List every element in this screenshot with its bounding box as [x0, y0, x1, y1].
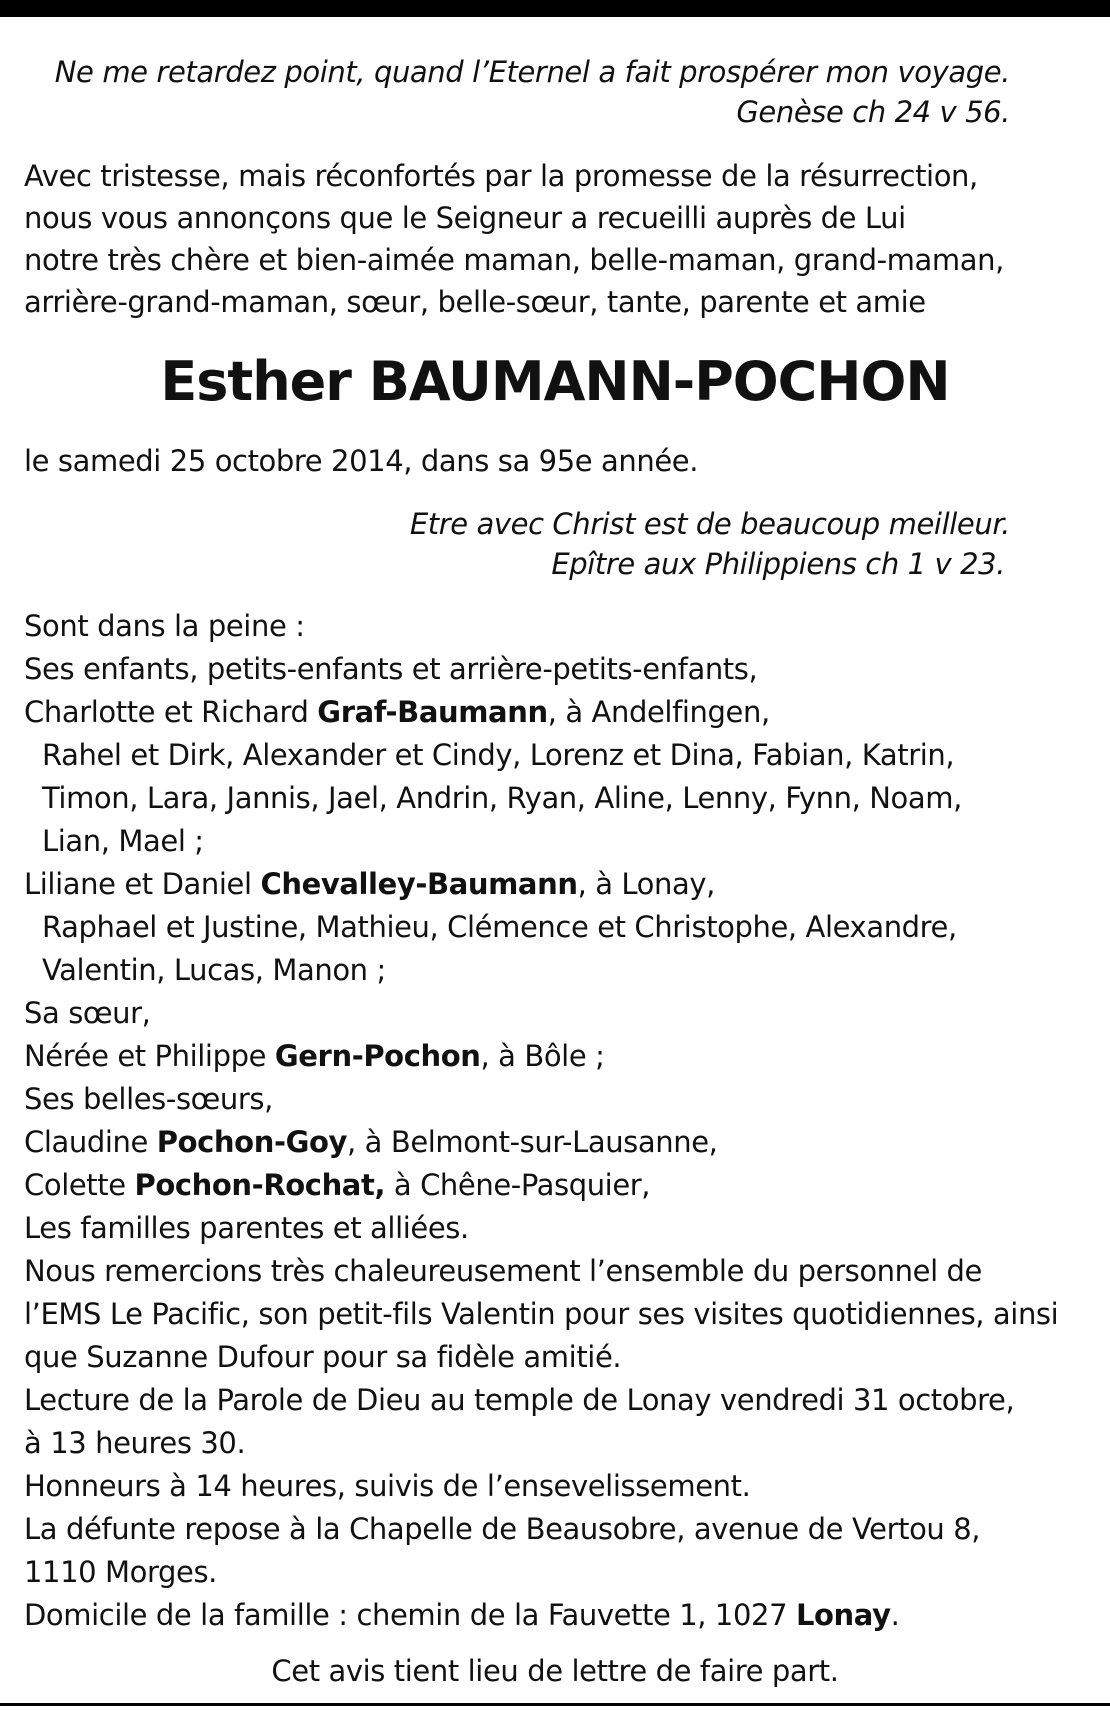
family-surname: Graf-Baumann: [317, 695, 548, 729]
family-entry-text: , à Andelfingen,: [547, 695, 770, 729]
children-heading: Ses enfants, petits-enfants et arrière-petits-enfants,: [24, 652, 758, 686]
sister-heading: Sa sœur,: [24, 996, 151, 1030]
domicile-text: Domicile de la famille : chemin de la Fauvette 1, 1027: [24, 1598, 796, 1632]
intro-line: Avec tristesse, mais réconfortés par la promesse de la résurrection,: [24, 159, 978, 193]
intro-line: notre très chère et bien-aimée maman, belle-maman, grand-maman,: [24, 243, 1004, 277]
intro-line: nous vous annonçons que le Seigneur a recueilli auprès de Lui: [24, 201, 906, 235]
family-entry-text: , à Belmont-sur-Lausanne,: [347, 1125, 718, 1159]
family-entry: [24, 694, 770, 730]
descendants-line: Raphael et Justine, Mathieu, Clémence et Christophe, Alexandre,: [42, 910, 957, 944]
family-entry-text: à Chêne-Pasquier,: [385, 1168, 651, 1202]
service-line: La défunte repose à la Chapelle de Beausobre, avenue de Vertou 8,: [24, 1512, 981, 1546]
death-date-line: le samedi 25 octobre 2014, dans sa 95e année.: [24, 444, 699, 478]
family-entry-text: , à Bôle ;: [480, 1039, 605, 1073]
family-entry: [24, 1124, 717, 1160]
family-entry-text: Colette: [24, 1168, 135, 1202]
family-entry-text: Charlotte et Richard: [24, 695, 318, 729]
family-surname: Pochon-Goy: [156, 1125, 348, 1159]
epigraph-reference: Epître aux Philippiens ch 1 v 23.: [551, 547, 1005, 581]
deceased-name: Esther BAUMANN-POCHON: [160, 350, 950, 413]
sisters-in-law-heading: Ses belles-sœurs,: [24, 1082, 273, 1116]
epigraph-quote: Etre avec Christ est de beaucoup meilleur.: [409, 507, 1010, 541]
domicile-line: [24, 1597, 899, 1633]
service-line: Lecture de la Parole de Dieu au temple de Lonay vendredi 31 octobre,: [24, 1383, 1015, 1417]
descendants-line: Rahel et Dirk, Alexander et Cindy, Lorenz et Dina, Fabian, Katrin,: [42, 738, 955, 772]
family-entry-text: Nérée et Philippe: [24, 1039, 275, 1073]
family-entry-text: , à Lonay,: [577, 867, 715, 901]
descendants-line: Valentin, Lucas, Manon ;: [42, 953, 386, 987]
bottom-rule: [0, 1703, 1110, 1706]
family-entry: [24, 866, 715, 902]
intro-line: arrière-grand-maman, sœur, belle-sœur, tante, parente et amie: [24, 285, 926, 319]
domicile-text: .: [890, 1598, 900, 1632]
thanks-line: Nous remercions très chaleureusement l’ensemble du personnel de: [24, 1254, 982, 1288]
top-rule: [0, 0, 1110, 17]
family-entry-text: Claudine: [24, 1125, 157, 1159]
family-surname: Chevalley-Baumann: [260, 867, 578, 901]
family-surname: Gern-Pochon: [274, 1039, 481, 1073]
family-entry-text: Liliane et Daniel: [24, 867, 261, 901]
footer-note: Cet avis tient lieu de lettre de faire part.: [271, 1654, 839, 1688]
descendants-line: Lian, Mael ;: [42, 824, 204, 858]
service-line: 1110 Morges.: [24, 1555, 217, 1589]
epigraph-reference: Genèse ch 24 v 56.: [736, 95, 1010, 129]
epigraph-quote: Ne me retardez point, quand l’Eternel a fait prospérer mon voyage.: [54, 55, 1010, 89]
family-entry: [24, 1167, 650, 1203]
families-line: Les familles parentes et alliées.: [24, 1211, 469, 1245]
family-surname: Pochon-Rochat,: [134, 1168, 386, 1202]
service-line: à 13 heures 30.: [24, 1426, 246, 1460]
descendants-line: Timon, Lara, Jannis, Jael, Andrin, Ryan, Aline, Lenny, Fynn, Noam,: [42, 781, 962, 815]
mourners-heading: Sont dans la peine :: [24, 609, 305, 643]
family-entry: [24, 1038, 604, 1074]
domicile-town: Lonay: [795, 1598, 891, 1632]
thanks-line: que Suzanne Dufour pour sa fidèle amitié.: [24, 1340, 622, 1374]
service-line: Honneurs à 14 heures, suivis de l’ensevelissement.: [24, 1469, 751, 1503]
thanks-line: l’EMS Le Pacific, son petit-fils Valentin pour ses visites quotidiennes, ainsi: [24, 1297, 1059, 1331]
